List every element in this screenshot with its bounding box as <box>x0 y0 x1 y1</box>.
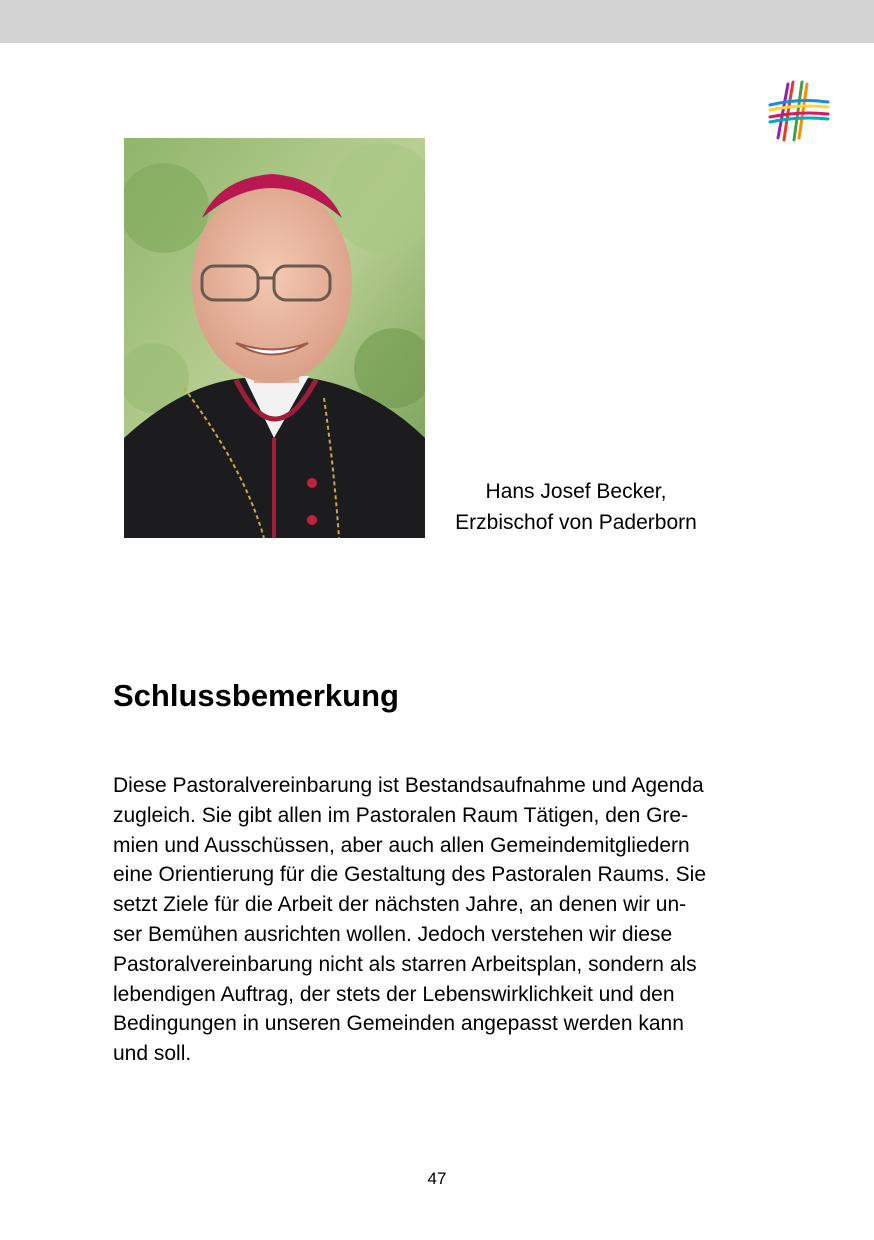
top-bar <box>0 0 874 43</box>
page-number: 47 <box>427 1169 447 1188</box>
paragraph-line: zugleich. Sie gibt allen im Pastoralen Raum Tätigen, den Gre- <box>113 803 689 827</box>
paragraph-line: Pastoralvereinbarung nicht als starren Arbeitsplan, sondern als <box>113 952 697 976</box>
body-paragraph <box>113 771 813 1069</box>
paragraph-line: ser Bemühen ausrichten wollen. Jedoch verstehen wir diese <box>113 922 673 946</box>
caption-title: Erzbischof von Paderborn <box>455 511 697 534</box>
paragraph-line: lebendigen Auftrag, der stets der Lebenswirklichkeit und den <box>113 982 675 1006</box>
section-heading: Schlussbemerkung <box>113 678 399 713</box>
caption-name: Hans Josef Becker, <box>485 480 667 503</box>
paragraph-line: mien und Ausschüssen, aber auch allen Gemeindemitgliedern <box>113 833 690 857</box>
photo-caption <box>436 476 716 538</box>
hash-ribbon-logo-icon <box>766 78 832 144</box>
paragraph-line: setzt Ziele für die Arbeit der nächsten Jahre, an denen wir un- <box>113 893 687 917</box>
portrait-photo <box>124 138 425 538</box>
paragraph-line: eine Orientierung für die Gestaltung des Pastoralen Raums. Sie <box>113 863 706 887</box>
paragraph-line: und soll. <box>113 1042 192 1066</box>
paragraph-line: Diese Pastoralvereinbarung ist Bestandsaufnahme und Agenda <box>113 774 704 797</box>
paragraph-line: Bedingungen in unseren Gemeinden angepasst werden kann <box>113 1012 684 1036</box>
